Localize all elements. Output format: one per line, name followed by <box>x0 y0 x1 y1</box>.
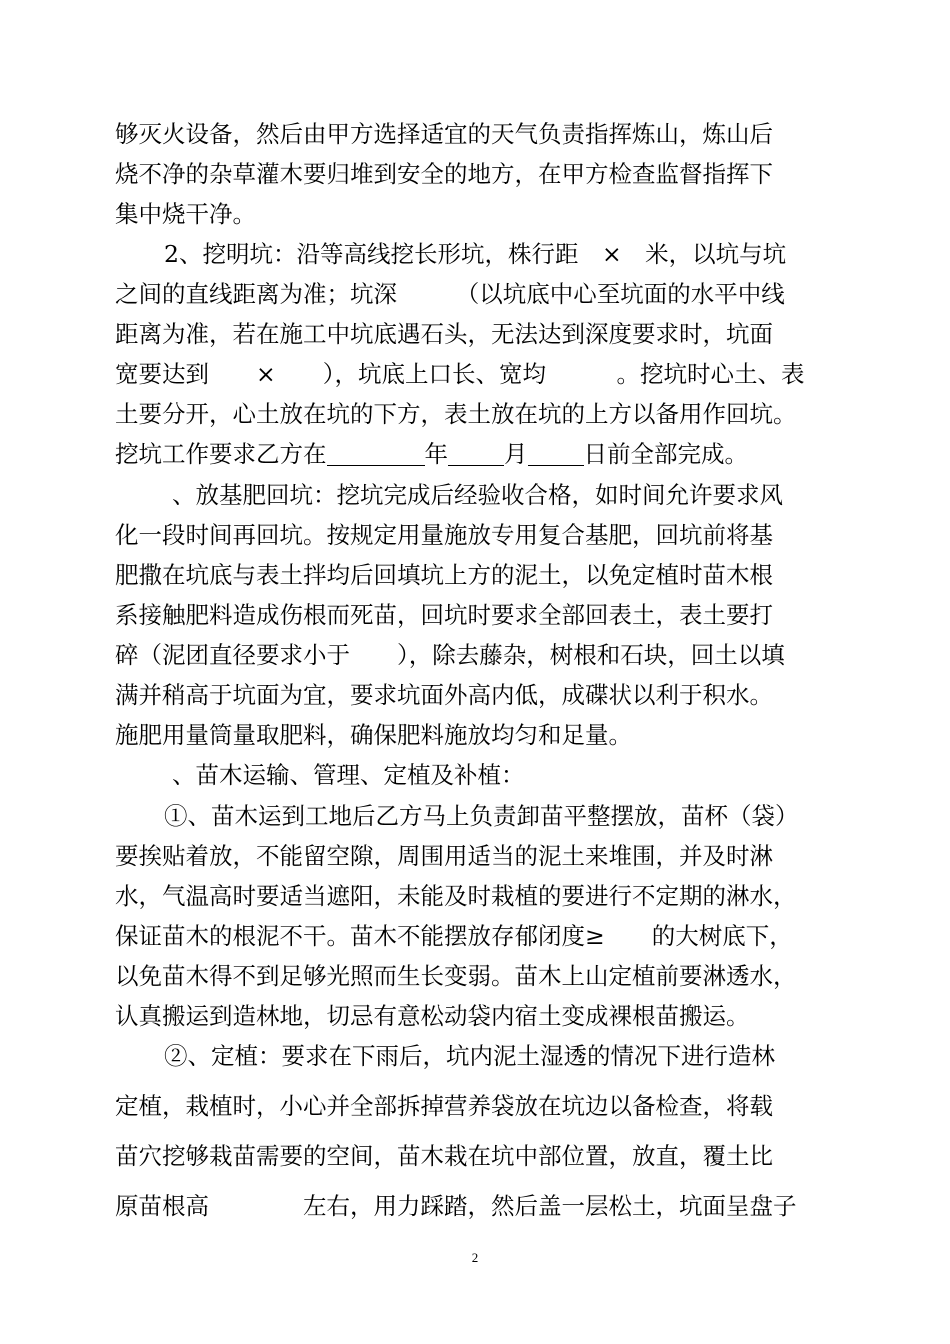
year-blank <box>327 439 425 466</box>
text-line: 肥撒在坑底与表土拌均后回填坑上方的泥土，以免定植时苗木根 <box>115 561 773 589</box>
text-line: 原苗根高 左右，用力踩踏，然后盖一层松土，坑面呈盘子 <box>115 1192 797 1220</box>
text-line: 水，气温高时要适当遮阳，未能及时栽植的要进行不定期的淋水， <box>115 882 797 910</box>
text-line: 宽要达到 × ），坑底上口长、宽均 。挖坑时心土、表 <box>115 360 805 388</box>
text-line: 满并稍高于坑面为宜，要求坑面外高内低，成碟状以利于积水。 <box>115 681 773 709</box>
text-line: 认真搬运到造林地，切忌有意松动袋内宿土变成裸根苗搬运。 <box>115 1002 750 1030</box>
text-line: 烧不净的杂草灌木要归堆到安全的地方，在甲方检查监督指挥下 <box>115 160 773 188</box>
text-line: 施肥用量筒量取肥料，确保肥料施放均匀和足量。 <box>115 721 632 749</box>
text-line: 定植，栽植时，小心并全部拆掉营养袋放在坑边以备检查，将载 <box>115 1092 773 1120</box>
text-line: ②、定植：要求在下雨后，坑内泥土湿透的情况下进行造林 <box>164 1042 775 1070</box>
text-line: 够灭火设备，然后由甲方选择适宜的天气负责指挥炼山，炼山后 <box>115 120 773 148</box>
text-line: 2、挖明坑：沿等高线挖长形坑，株行距 × 米，以坑与坑 <box>164 240 787 268</box>
text-line: 系接触肥料造成伤根而死苗，回坑时要求全部回表土，表土要打 <box>115 601 773 629</box>
text-line: 苗穴挖够栽苗需要的空间，苗木栽在坑中部位置，放直，覆土比 <box>115 1142 773 1170</box>
section-heading: 、苗木运输、管理、定植及补植： <box>172 761 525 789</box>
text-line: 化一段时间再回坑。按规定用量施放专用复合基肥，回坑前将基 <box>115 521 773 549</box>
text-line: 保证苗木的根泥不干。苗木不能摆放存郁闭度≥ 的大树底下， <box>115 922 793 950</box>
deadline-line: 挖坑工作要求乙方在 年 月 日前全部完成。 <box>115 440 748 468</box>
text-line: 以免苗木得不到足够光照而生长变弱。苗木上山定植前要淋透水， <box>115 962 797 990</box>
text-line: ①、苗木运到工地后乙方马上负责卸苗平整摆放，苗杯（袋） <box>164 802 799 830</box>
text-line: 要挨贴着放，不能留空隙，周围用适当的泥土来堆围，并及时淋 <box>115 842 773 870</box>
text-line: 距离为准，若在施工中坑底遇石头，无法达到深度要求时，坑面 <box>115 320 773 348</box>
text-line: 土要分开，心土放在坑的下方，表土放在坑的上方以备用作回坑。 <box>115 400 797 428</box>
text-line: 集中烧干净。 <box>115 200 256 228</box>
day-blank <box>528 439 584 466</box>
month-blank <box>448 439 504 466</box>
page-number: 2 <box>471 1250 479 1265</box>
text-line: 、放基肥回坑：挖坑完成后经验收合格，如时间允许要求风 <box>172 481 783 509</box>
text-line: 碎（泥团直径要求小于 ），除去藤杂，树根和石块，回土以填 <box>115 641 785 669</box>
text-line: 之间的直线距离为准；坑深 （以坑底中心至坑面的水平中线 <box>115 280 785 308</box>
